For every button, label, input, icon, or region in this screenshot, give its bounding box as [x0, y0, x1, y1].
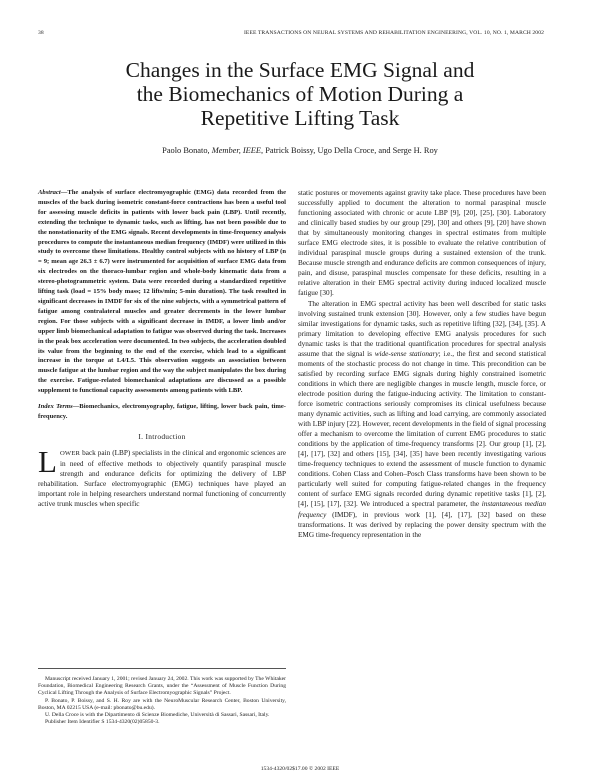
footnote: P. Bonato, P. Boissy, and S. H. Roy are with the NeuroMuscular Research Center, Boston University, Boston, MA 02215 USA (e-mail: pbonato@bu.edu).	[38, 697, 286, 711]
title-line: Repetitive Lifting Task	[200, 106, 400, 130]
emphasis-text: wide-sense stationary	[374, 349, 439, 358]
index-terms-text: Biomechanics, electromyography, fatigue, lifting, lower back pain, time-frequency.	[38, 403, 287, 420]
copyright-footer: 1534-4320/02$17.00 © 2002 IEEE	[260, 766, 340, 772]
author-role: Member, IEEE	[211, 146, 262, 155]
title-line: the Biomechanics of Motion During a	[136, 82, 464, 106]
left-column	[38, 188, 286, 509]
intro-lead-word: OWER	[59, 449, 81, 457]
footnotes	[38, 668, 286, 726]
body-text: (IMDF), in previous work [1], [4], [17], [32] based on these transformations. It was derived by replacing the power density spectrum with the EMG time-frequency representation in the	[298, 510, 546, 539]
page-number: 38	[38, 30, 44, 36]
intro-paragraph	[38, 443, 286, 509]
index-terms-label: Index Terms—	[38, 403, 80, 411]
body-paragraph	[298, 299, 546, 540]
footnote: U. Della Croce is with the Dipartimento di Scienze Biomediche, Università di Sassari, Sassari, Italy.	[45, 712, 270, 719]
footnote: Manuscript received January 1, 2001; revised January 24, 2002. This work was supported by The Whitaker Foundation, Biomedical Engineering Research Grants, under the “Assessment of Muscle Function During Cyclical Lifting Through the Analysis of Surface Electromyographic Signals” Project.	[38, 676, 286, 697]
journal-header: IEEE TRANSACTIONS ON NEURAL SYSTEMS AND REHABILITATION ENGINEERING, VOL. 10, NO. 1, MARCH 2002	[243, 30, 544, 36]
footnote: Publisher Item Identifier S 1534-4320(02)05850-3.	[45, 719, 160, 726]
title-line: Changes in the Surface EMG Signal and	[125, 58, 475, 82]
author-names-rest: , Patrick Boissy, Ugo Della Croce, and Serge H. Roy	[261, 146, 438, 155]
paper-title	[50, 58, 550, 130]
abstract	[38, 188, 286, 396]
section-heading: I. Introduction	[138, 431, 186, 441]
body-text: The alteration in EMG spectral activity has been well described for static tasks involving sustained trunk extension [30]. However, only a few studies have begun similar investigations for dynamic tasks, such as repetitive lifting [32], [34], [35]. A primary limitation to developing effective EMG analysis procedures for such dynamic tasks is that the traditional quantification procedures for spectral analysis assume that the signal is	[298, 299, 546, 358]
intro-text: back pain (LBP) specialists in the clinical and ergonomic sciences are in need of effective methods to objectively quantify paraspinal muscle strength and endurance deficits for optimizing the delivery of LBP rehabilitation. Surface electromyographic (EMG) techniques have played an important role in helping researchers understand normal functioning of concurrently active trunk muscles when specific	[38, 448, 286, 509]
drop-cap: L	[38, 443, 57, 479]
author-list	[40, 146, 560, 155]
author-name: Paolo Bonato,	[162, 146, 212, 155]
body-paragraph: static postures or movements against gravity take place. These procedures have been successfully applied to document the alteration to normal paraspinal muscle functioning associated with chronic or acute LBP [9], [20], [25], [30]. Laboratory and clinically based studies by our group [29], [30] and others [9], [20] have shown that by simultaneously monitoring changes in spectral estimates from multiple surface EMG electrode sites, it is possible to evaluate the relative contribution of individual paraspinal muscle groups during a sustained extension of the trunk. Because muscle strength and endurance deficits are common consequences of injury, pain, and disuse, paraspinal muscles compensate for these deficits, resulting in a relative alteration in their EMG spectral activity during induced localized muscle fatigue [30].	[298, 189, 546, 298]
body-text: ; i.e., the first and second statistical moments of the stochastic process do not change in time. This precondition can be satisfied by recording surface EMG signals during highly constrained isometric conditions in which there are negligible changes in muscle length, muscle force, or electrode position during the fatigue-inducing activity. The limitation to constant-force isometric contractions seriously compromises its clinical usefulness because many dynamic activities, such as lifting and load carrying, are commonly associated with LBP injury [22]. However, recent developments in the field of signal processing offer a mechanism to overcome the limitation of current EMG procedures to static conditions by the application of time-frequency transforms [2]. Our group [1], [2], [4], [17], [32] and others [15], [34], [35] have been recently investigating various time-frequency techniques to extend the assessment of muscle function to dynamic conditions. Cohen Class and Cohen–Posch Class transforms have been shown to be particularly well suited for computing fatigue-related changes in the frequency content of surface EMG signals recorded during dynamic repetitive tasks [1], [2], [4], [15], [17], [32]. We introduced a spectral parameter, the	[298, 349, 546, 509]
index-terms	[38, 402, 286, 422]
abstract-label: Abstract—	[38, 189, 68, 196]
emphasis-text: instantaneous median frequency	[298, 500, 546, 519]
right-column	[298, 188, 546, 540]
running-header	[38, 30, 544, 40]
abstract-text: The analysis of surface electromyographic (EMG) data recorded from the muscles of the back during isometric constant-force contractions has been a useful tool for assessing muscle deficits in patients with lower back pain (LBP). Until recently, extending the technique to dynamic tasks, such as lifting, has not been possible due to the nonstationarity of the EMG signals. Recent developments in time-frequency analysis procedures to compute the instantaneous median frequency (IMDF) were utilized in this study to overcome these limitations. Healthy control subjects with no history of LBP (n = 9; mean age 26.3 ± 6.7) were instrumented for acquisition of surface EMG data from six electrodes on the thoraco-lumbar region and whole-body kinematic data from a stereo-photogrammetric system. Data were recorded during a standardized repetitive lifting task (load = 15% body mass; 12 lifts/min; 5-min duration). The task resulted in significant decreases in IMDF for six of the nine subjects, with a symmetrical pattern of fatigue among contralateral muscles and greater decrements in the lower lumbar region. For those subjects with a significant decrease in IMDF, a lower limb and/or upper limb biomechanical adaptation to fatigue was observed during the task. Increases in the peak box acceleration were documented. In two subjects, the acceleration doubled its value from the beginning to the end of the exercise, which lead to a significant increase in the torque at L4/L5. This observation suggests an association between muscle fatigue at the lumbar region and the way the subject manipulates the box during the exercise. Fatigue-related biomechanical adaptations are discussed as a possible supplement to functional capacity assessments among patients with LBP.	[38, 189, 286, 395]
